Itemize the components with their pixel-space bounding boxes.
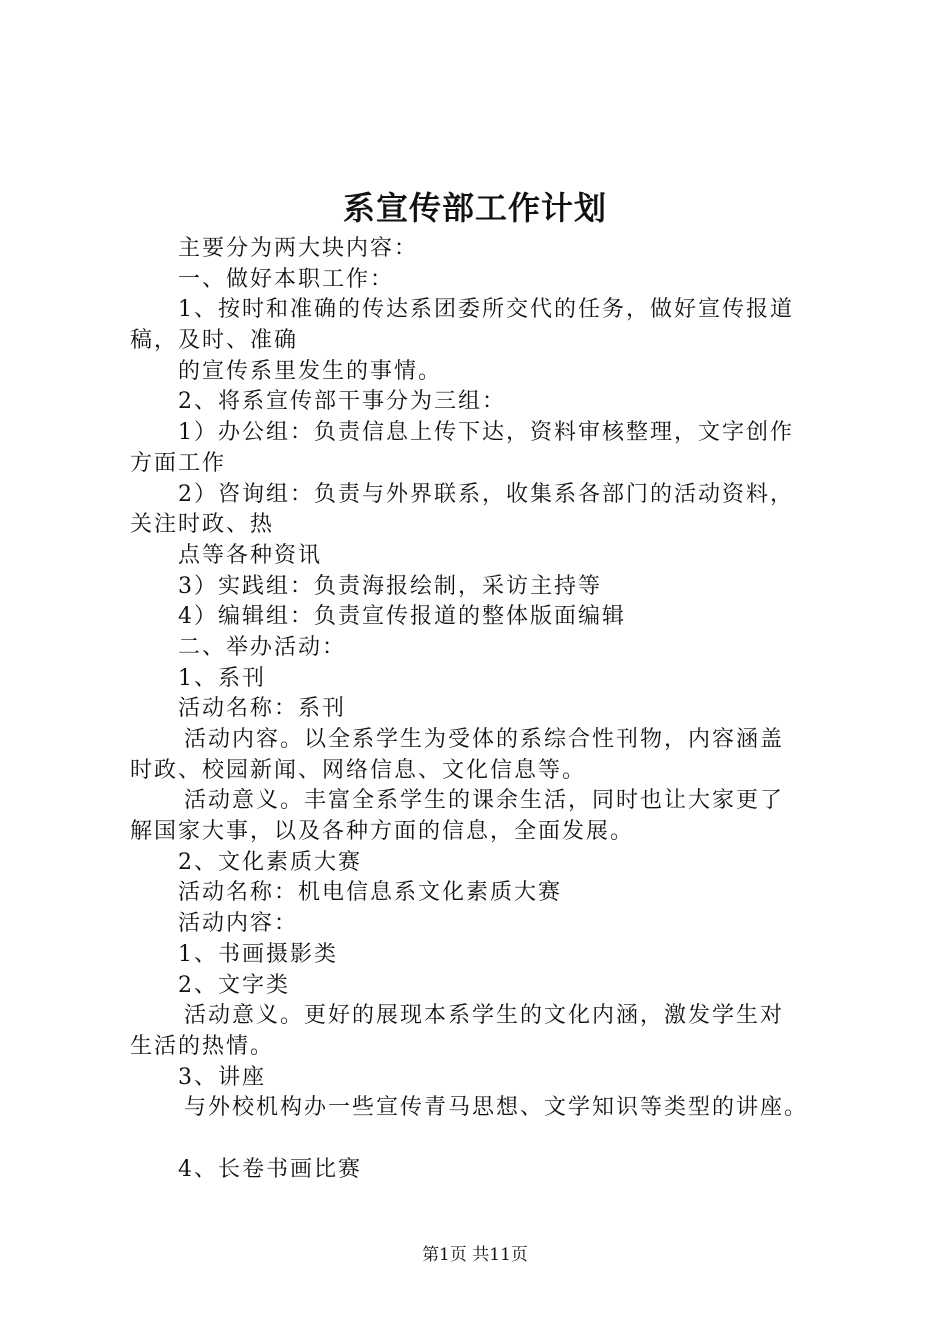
- paragraph-line: 活动名称：机电信息系文化素质大赛: [178, 880, 563, 906]
- paragraph-line: 与外校机构办一些宣传青马思想、文学知识等类型的讲座。: [184, 1095, 809, 1121]
- paragraph-line: 3、讲座: [178, 1064, 266, 1090]
- paragraph-line: 2、将系宣传部干事分为三组：: [178, 389, 506, 415]
- paragraph-line: 生活的热情。: [130, 1033, 275, 1059]
- paragraph-line: 点等各种资讯: [178, 542, 323, 568]
- paragraph-line: 3）实践组：负责海报绘制，采访主持等: [178, 573, 602, 599]
- paragraph-line: 2、文字类: [178, 972, 290, 998]
- paragraph-line: 活动意义。丰富全系学生的课余生活，同时也让大家更了: [184, 788, 785, 814]
- paragraph-line: 活动意义。更好的展现本系学生的文化内涵，激发学生对: [184, 1003, 785, 1029]
- paragraph-line: 解国家大事，以及各种方面的信息，全面发展。: [130, 819, 635, 845]
- paragraph-line: 活动名称：系刊: [178, 696, 347, 722]
- paragraph-line: 4）编辑组：负责宣传报道的整体版面编辑: [178, 604, 626, 630]
- paragraph-line: 主要分为两大块内容：: [178, 236, 419, 261]
- paragraph-line: 活动内容：: [178, 911, 299, 937]
- paragraph-line: 活动内容。以全系学生为受体的系综合性刊物，内容涵盖: [184, 727, 785, 752]
- paragraph-line: 稿，及时、准确: [130, 328, 299, 354]
- paragraph-line: 1、系刊: [178, 665, 266, 691]
- paragraph-line: 方面工作: [130, 450, 227, 476]
- paragraph-line: 2、文化素质大赛: [178, 849, 362, 875]
- page-footer: 第1页 共11页: [422, 1245, 528, 1265]
- paragraph-line: 的宣传系里发生的事情。: [178, 358, 443, 384]
- paragraph-line: 4、长卷书画比赛: [178, 1156, 362, 1182]
- paragraph-line: 1、按时和准确的传达系团委所交代的任务，做好宣传报道: [178, 297, 794, 323]
- paragraph-line: 1、书画摄影类: [178, 941, 338, 967]
- paragraph-line: 二、举办活动：: [178, 634, 347, 660]
- document-body: [130, 234, 850, 1185]
- blank-line: [130, 1124, 850, 1155]
- paragraph-line: 一、做好本职工作：: [178, 266, 395, 292]
- document-title: 系宣传部工作计划: [342, 189, 607, 227]
- paragraph-line: 关注时政、热: [130, 512, 275, 538]
- paragraph-line: 1）办公组：负责信息上传下达，资料审核整理，文字创作: [178, 420, 794, 446]
- paragraph-line: 2）咨询组：负责与外界联系，收集系各部门的活动资料，: [178, 481, 794, 507]
- paragraph-line: 时政、校园新闻、网络信息、文化信息等。: [130, 757, 587, 783]
